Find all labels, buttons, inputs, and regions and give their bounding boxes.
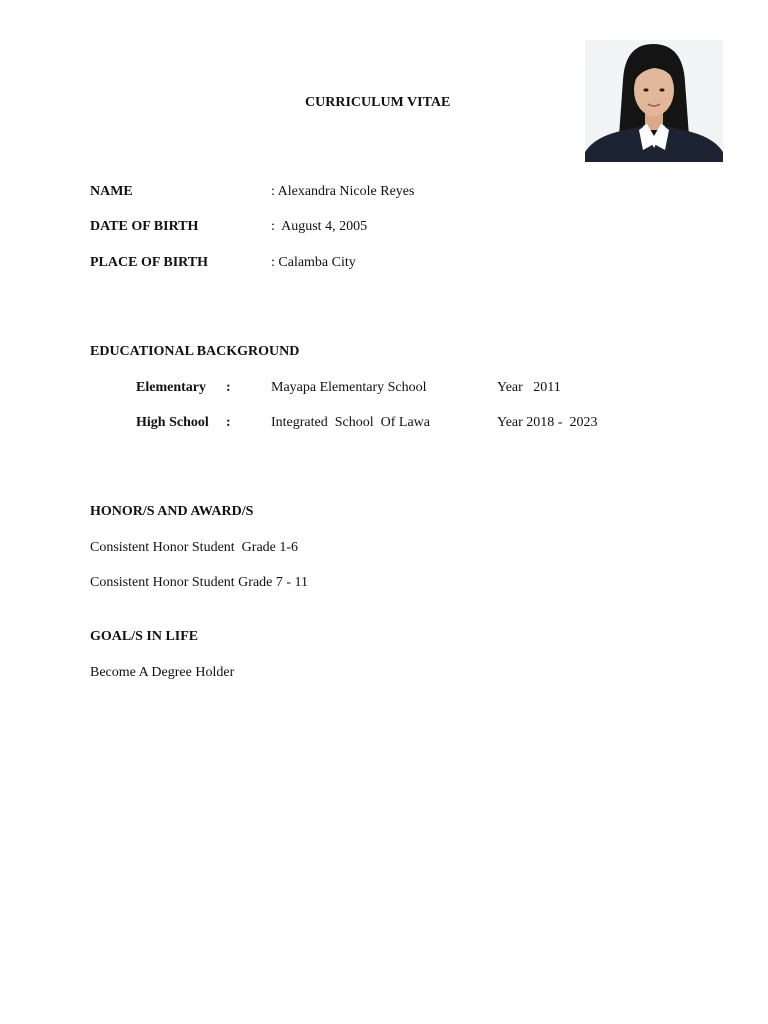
education-level: High School	[136, 415, 209, 430]
goal-item: Become A Degree Holder	[90, 665, 235, 680]
education-heading: EDUCATIONAL BACKGROUND	[90, 344, 300, 359]
pob-label: PLACE OF BIRTH	[90, 255, 209, 270]
education-colon: :	[226, 415, 231, 430]
honor-item: Consistent Honor Student Grade 1-6	[90, 540, 299, 555]
education-school: Mayapa Elementary School	[271, 380, 427, 395]
dob-label: DATE OF BIRTH	[90, 219, 199, 234]
page-title: CURRICULUM VITAE	[305, 95, 451, 110]
pob-value: : Calamba City	[271, 255, 356, 270]
education-year: Year 2018 - 2023	[497, 415, 598, 430]
dob-value: : August 4, 2005	[271, 219, 368, 234]
education-level: Elementary	[136, 380, 206, 395]
honors-heading: HONOR/S AND AWARD/S	[90, 504, 254, 519]
honor-item: Consistent Honor Student Grade 7 - 11	[90, 575, 309, 590]
profile-photo-illustration	[585, 40, 723, 162]
profile-photo	[585, 40, 723, 162]
name-label: NAME	[90, 184, 133, 199]
education-colon: :	[226, 380, 231, 395]
goals-heading: GOAL/S IN LIFE	[90, 629, 199, 644]
education-year: Year 2011	[497, 380, 561, 395]
education-school: Integrated School Of Lawa	[271, 415, 430, 430]
name-value: : Alexandra Nicole Reyes	[271, 184, 415, 199]
